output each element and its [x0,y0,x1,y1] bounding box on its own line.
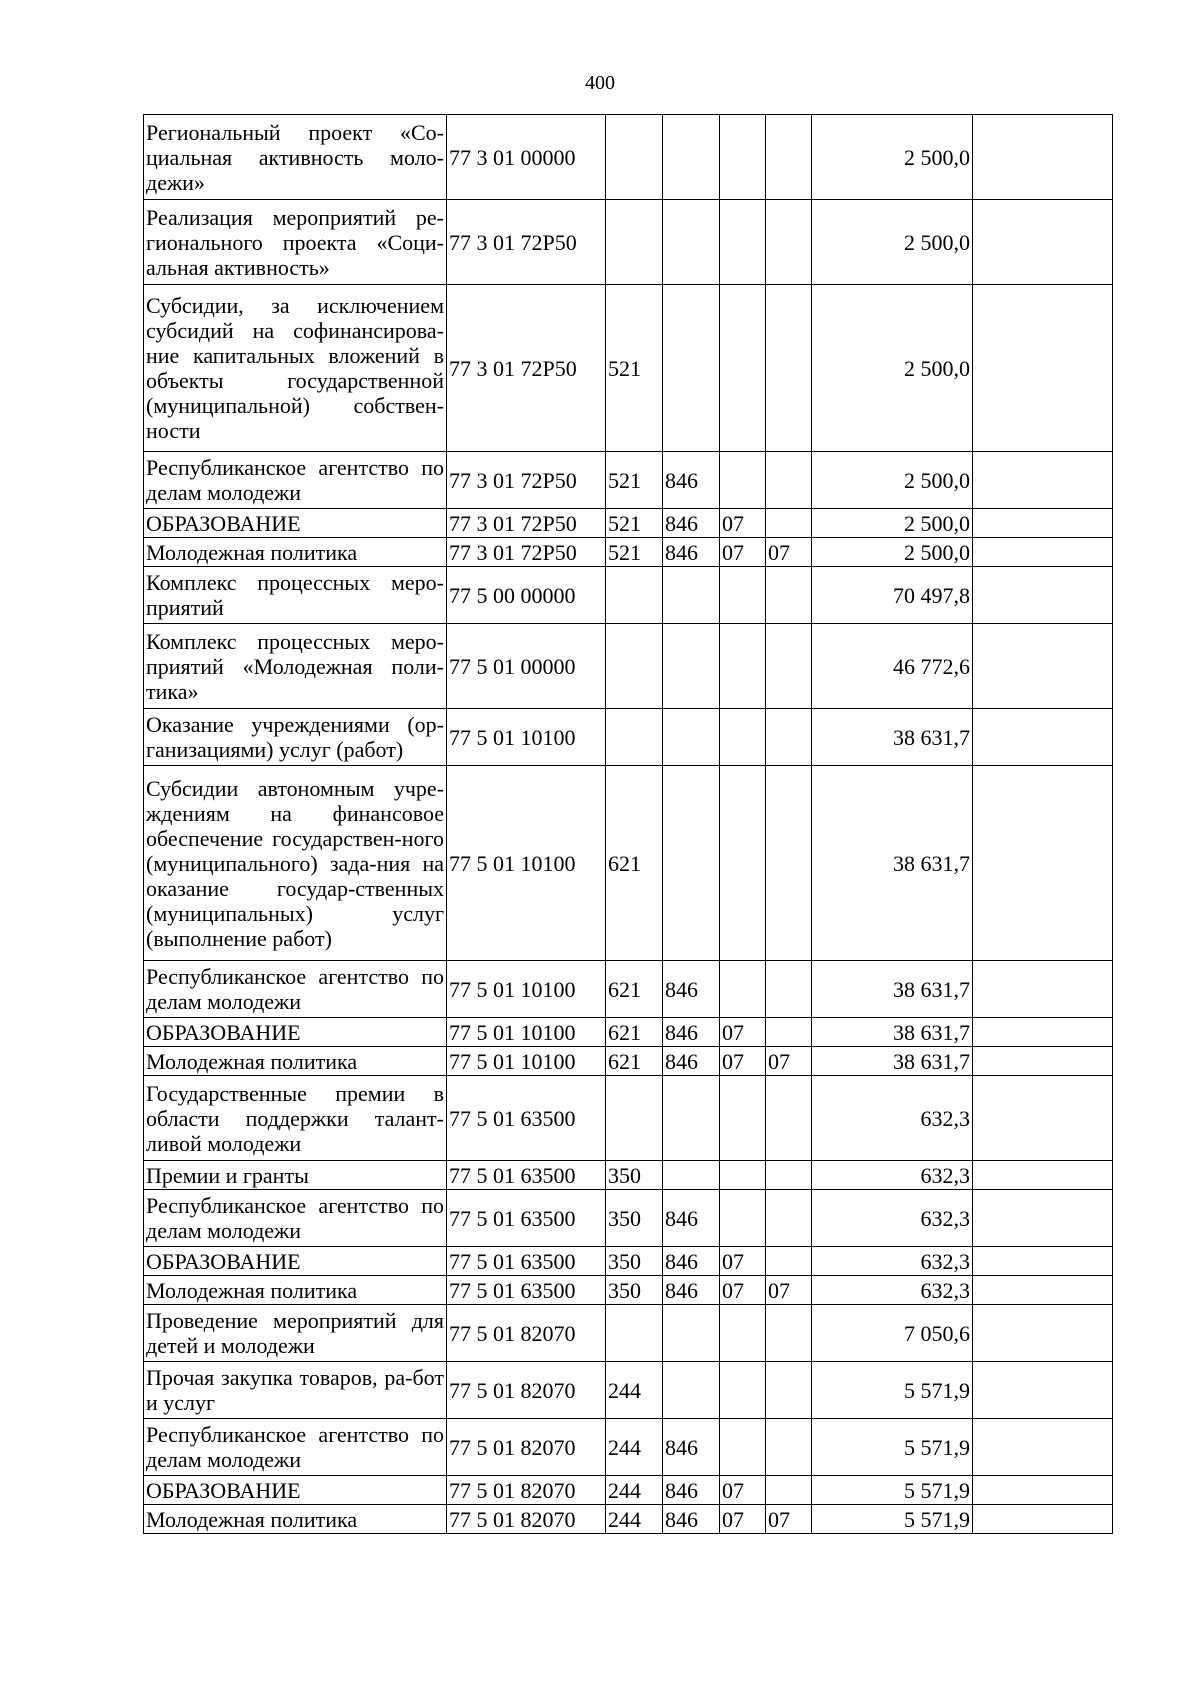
table-row [144,1276,1113,1305]
ministry-code-cell: 846 [663,961,720,1018]
section-cell: 07 [720,538,766,567]
ministry-code-cell: 846 [663,538,720,567]
ministry-code-cell [663,115,720,200]
empty-cell [973,1161,1113,1190]
section-cell [720,452,766,509]
ministry-code-cell: 846 [663,1190,720,1247]
expense-type-cell: 350 [606,1276,663,1305]
empty-cell [973,961,1113,1018]
section-cell: 07 [720,1047,766,1076]
target-article-cell: 77 5 01 10100 [447,709,606,766]
amount-cell: 632,3 [812,1076,973,1161]
empty-cell [973,567,1113,624]
target-article-cell: 77 5 01 10100 [447,1047,606,1076]
ministry-code-cell: 846 [663,1018,720,1047]
amount-cell: 38 631,7 [812,766,973,961]
row-name-cell: Молодежная политика [144,538,447,567]
subsection-cell [766,509,812,538]
empty-cell [973,1018,1113,1047]
empty-cell [973,200,1113,285]
ministry-code-cell: 846 [663,1247,720,1276]
table-row [144,1476,1113,1505]
section-cell [720,1362,766,1419]
expense-type-cell: 521 [606,538,663,567]
ministry-code-cell [663,200,720,285]
section-cell: 07 [720,509,766,538]
empty-cell [973,1419,1113,1476]
empty-cell [973,624,1113,709]
amount-cell: 2 500,0 [812,115,973,200]
empty-cell [973,538,1113,567]
section-cell [720,961,766,1018]
row-name-cell: Оказание учреждениями (ор-ганизациями) услуг (работ) [144,709,447,766]
empty-cell [973,766,1113,961]
subsection-cell [766,452,812,509]
amount-cell: 38 631,7 [812,709,973,766]
row-name-cell: ОБРАЗОВАНИЕ [144,509,447,538]
empty-cell [973,1247,1113,1276]
ministry-code-cell: 846 [663,1476,720,1505]
table-row [144,766,1113,961]
empty-cell [973,1362,1113,1419]
table-row [144,1047,1113,1076]
row-name-cell: Комплекс процессных меро-приятий [144,567,447,624]
subsection-cell [766,1018,812,1047]
subsection-cell [766,567,812,624]
amount-cell: 2 500,0 [812,285,973,452]
target-article-cell: 77 5 01 82070 [447,1419,606,1476]
row-name-cell: ОБРАЗОВАНИЕ [144,1247,447,1276]
subsection-cell [766,1476,812,1505]
subsection-cell [766,115,812,200]
target-article-cell: 77 5 01 10100 [447,961,606,1018]
empty-cell [973,1190,1113,1247]
table-row [144,200,1113,285]
section-cell [720,285,766,452]
empty-cell [973,1476,1113,1505]
amount-cell: 7 050,6 [812,1305,973,1362]
ministry-code-cell: 846 [663,1419,720,1476]
table-row [144,1419,1113,1476]
row-name-cell: Государственные премии в области поддержки талант-ливой молодежи [144,1076,447,1161]
amount-cell: 2 500,0 [812,538,973,567]
row-name-cell: Региональный проект «Со-циальная активность моло-дежи» [144,115,447,200]
subsection-cell: 07 [766,1047,812,1076]
expense-type-cell [606,1305,663,1362]
target-article-cell: 77 3 01 00000 [447,115,606,200]
ministry-code-cell [663,1362,720,1419]
page-number: 400 [585,72,615,94]
target-article-cell: 77 3 01 72Р50 [447,452,606,509]
row-name-cell: Премии и гранты [144,1161,447,1190]
ministry-code-cell: 846 [663,1047,720,1076]
section-cell [720,1076,766,1161]
table-row [144,624,1113,709]
section-cell [720,1161,766,1190]
section-cell [720,624,766,709]
subsection-cell [766,285,812,452]
target-article-cell: 77 5 01 82070 [447,1305,606,1362]
section-cell [720,200,766,285]
empty-cell [973,509,1113,538]
subsection-cell: 07 [766,1505,812,1534]
amount-cell: 38 631,7 [812,1018,973,1047]
row-name-cell: Проведение мероприятий для детей и молодежи [144,1305,447,1362]
expense-type-cell: 521 [606,509,663,538]
subsection-cell: 07 [766,1276,812,1305]
expense-type-cell: 350 [606,1247,663,1276]
ministry-code-cell [663,1305,720,1362]
target-article-cell: 77 5 01 63500 [447,1161,606,1190]
expense-type-cell: 621 [606,961,663,1018]
ministry-code-cell: 846 [663,452,720,509]
amount-cell: 38 631,7 [812,1047,973,1076]
target-article-cell: 77 3 01 72Р50 [447,200,606,285]
expense-type-cell: 350 [606,1190,663,1247]
target-article-cell: 77 5 01 00000 [447,624,606,709]
section-cell: 07 [720,1276,766,1305]
section-cell [720,115,766,200]
target-article-cell: 77 3 01 72Р50 [447,509,606,538]
empty-cell [973,1305,1113,1362]
target-article-cell: 77 5 00 00000 [447,567,606,624]
table-row [144,1305,1113,1362]
section-cell [720,1190,766,1247]
expense-type-cell: 244 [606,1476,663,1505]
ministry-code-cell: 846 [663,1276,720,1305]
table-row [144,1190,1113,1247]
target-article-cell: 77 5 01 10100 [447,1018,606,1047]
table-row [144,709,1113,766]
ministry-code-cell [663,766,720,961]
row-name-cell: ОБРАЗОВАНИЕ [144,1018,447,1047]
table-row [144,115,1113,200]
expense-type-cell: 621 [606,766,663,961]
target-article-cell: 77 5 01 63500 [447,1076,606,1161]
ministry-code-cell [663,1076,720,1161]
subsection-cell [766,1190,812,1247]
target-article-cell: 77 5 01 82070 [447,1476,606,1505]
ministry-code-cell [663,709,720,766]
amount-cell: 632,3 [812,1276,973,1305]
table-row [144,961,1113,1018]
section-cell [720,766,766,961]
subsection-cell [766,1305,812,1362]
section-cell: 07 [720,1505,766,1534]
subsection-cell [766,1161,812,1190]
table-row [144,452,1113,509]
amount-cell: 5 571,9 [812,1362,973,1419]
target-article-cell: 77 5 01 63500 [447,1190,606,1247]
amount-cell: 2 500,0 [812,509,973,538]
expense-type-cell: 244 [606,1419,663,1476]
table-row [144,1076,1113,1161]
target-article-cell: 77 5 01 10100 [447,766,606,961]
target-article-cell: 77 5 01 82070 [447,1505,606,1534]
amount-cell: 632,3 [812,1190,973,1247]
section-cell: 07 [720,1018,766,1047]
row-name-cell: Молодежная политика [144,1505,447,1534]
row-name-cell: Республиканское агентство по делам молодежи [144,961,447,1018]
section-cell [720,567,766,624]
subsection-cell [766,1419,812,1476]
amount-cell: 632,3 [812,1161,973,1190]
ministry-code-cell [663,285,720,452]
empty-cell [973,115,1113,200]
table-row [144,1161,1113,1190]
expense-type-cell [606,624,663,709]
expense-type-cell: 621 [606,1018,663,1047]
subsection-cell [766,624,812,709]
subsection-cell: 07 [766,538,812,567]
amount-cell: 5 571,9 [812,1476,973,1505]
expense-type-cell [606,1076,663,1161]
table-row [144,509,1113,538]
row-name-cell: Республиканское агентство по делам молодежи [144,452,447,509]
budget-table-body [144,115,1113,1534]
amount-cell: 5 571,9 [812,1505,973,1534]
subsection-cell [766,961,812,1018]
ministry-code-cell: 846 [663,1505,720,1534]
expense-type-cell [606,200,663,285]
expense-type-cell: 350 [606,1161,663,1190]
row-name-cell: Реализация мероприятий ре-гионального проекта «Соци-альная активность» [144,200,447,285]
ministry-code-cell [663,567,720,624]
empty-cell [973,1505,1113,1534]
subsection-cell [766,766,812,961]
target-article-cell: 77 3 01 72Р50 [447,285,606,452]
expense-type-cell: 244 [606,1362,663,1419]
empty-cell [973,1076,1113,1161]
expense-type-cell [606,709,663,766]
row-name-cell: ОБРАЗОВАНИЕ [144,1476,447,1505]
budget-table [143,114,1113,1534]
amount-cell: 70 497,8 [812,567,973,624]
empty-cell [973,709,1113,766]
subsection-cell [766,709,812,766]
subsection-cell [766,1362,812,1419]
row-name-cell: Республиканское агентство по делам молодежи [144,1419,447,1476]
target-article-cell: 77 5 01 63500 [447,1276,606,1305]
section-cell [720,1419,766,1476]
empty-cell [973,1047,1113,1076]
row-name-cell: Молодежная политика [144,1276,447,1305]
target-article-cell: 77 3 01 72Р50 [447,538,606,567]
amount-cell: 2 500,0 [812,452,973,509]
row-name-cell: Субсидии автономным учре-ждениям на финансовое обеспечение государствен-ного (муниципального) зада-ния на оказание государ-ственных (муниципальных) услуг (выполнение работ) [144,766,447,961]
table-row [144,1362,1113,1419]
amount-cell: 632,3 [812,1247,973,1276]
subsection-cell [766,1076,812,1161]
section-cell [720,709,766,766]
amount-cell: 38 631,7 [812,961,973,1018]
table-row [144,1505,1113,1534]
expense-type-cell: 621 [606,1047,663,1076]
empty-cell [973,1276,1113,1305]
section-cell [720,1305,766,1362]
target-article-cell: 77 5 01 82070 [447,1362,606,1419]
empty-cell [973,452,1113,509]
target-article-cell: 77 5 01 63500 [447,1247,606,1276]
row-name-cell: Комплекс процессных меро-приятий «Молодежная поли-тика» [144,624,447,709]
table-row [144,567,1113,624]
expense-type-cell: 521 [606,285,663,452]
amount-cell: 46 772,6 [812,624,973,709]
subsection-cell [766,200,812,285]
subsection-cell [766,1247,812,1276]
row-name-cell: Прочая закупка товаров, ра-бот и услуг [144,1362,447,1419]
table-row [144,1018,1113,1047]
ministry-code-cell: 846 [663,509,720,538]
empty-cell [973,285,1113,452]
section-cell: 07 [720,1247,766,1276]
section-cell: 07 [720,1476,766,1505]
table-row [144,538,1113,567]
table-row [144,285,1113,452]
row-name-cell: Молодежная политика [144,1047,447,1076]
row-name-cell: Республиканское агентство по делам молодежи [144,1190,447,1247]
expense-type-cell [606,567,663,624]
expense-type-cell: 521 [606,452,663,509]
ministry-code-cell [663,624,720,709]
amount-cell: 5 571,9 [812,1419,973,1476]
table-row [144,1247,1113,1276]
amount-cell: 2 500,0 [812,200,973,285]
ministry-code-cell [663,1161,720,1190]
expense-type-cell: 244 [606,1505,663,1534]
row-name-cell: Субсидии, за исключением субсидий на софинансирова-ние капитальных вложений в объекты государственной (муниципальной) собствен-ности [144,285,447,452]
expense-type-cell [606,115,663,200]
